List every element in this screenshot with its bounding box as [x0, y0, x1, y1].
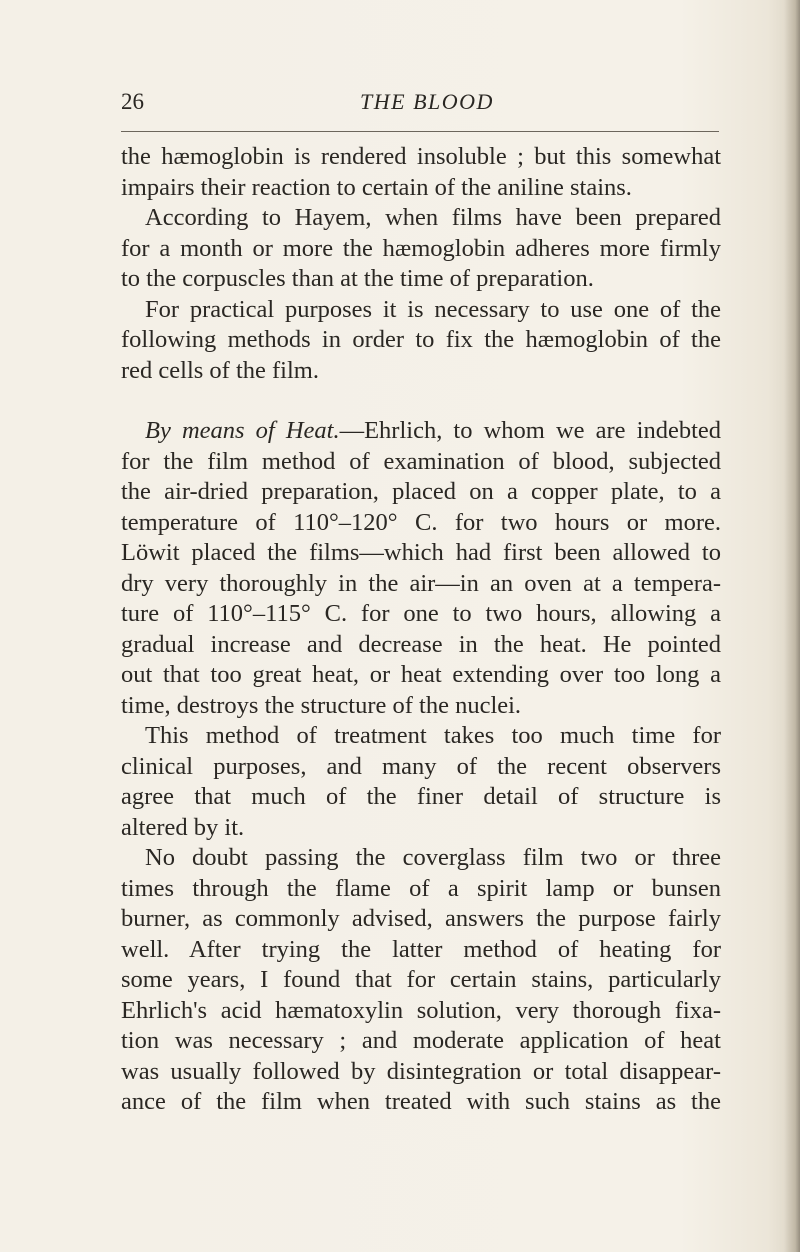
text-line: red cells of the film. [121, 356, 319, 384]
text-run: —Ehrlich, to whom we are indebted [339, 417, 721, 444]
text-line: well. After trying the latter method of heating for [121, 935, 721, 963]
text-line: No doubt passing the coverglass film two or three [145, 844, 721, 871]
text-line: tion was necessary ; and moderate application of heat [121, 1027, 721, 1054]
paragraph-gap [121, 386, 721, 416]
text-line: time, destroys the structure of the nuclei. [121, 691, 522, 719]
page-number: 26 [121, 89, 144, 114]
text-line: for a month or more the hæmoglobin adheres more firmly [121, 234, 721, 262]
text-line: following methods in order to fix the hæmoglobin of the [121, 326, 721, 353]
text-line: altered by it. [121, 813, 245, 841]
section-heading-line [121, 416, 721, 447]
section-heading: By means of Heat. [145, 417, 340, 444]
text-line: for the film method of examination of blood, subjected [121, 447, 721, 475]
page-edge-shadow [784, 0, 800, 1252]
text-line: For practical purposes it is necessary to use one of the [145, 295, 721, 323]
text-line: According to Hayem, when films have been prepared [145, 204, 721, 231]
text-line: impairs their reaction to certain of the aniline stains. [121, 173, 632, 201]
text-line: Ehrlich's acid hæmatoxylin solution, very thorough fixa- [121, 996, 721, 1024]
running-title: THE BLOOD [360, 89, 494, 114]
text-line: out that too great heat, or heat extending over too long a [121, 661, 721, 688]
text-line: ance of the film when treated with such stains as the [121, 1088, 721, 1115]
text-line: Löwit placed the films—which had first been allowed to [121, 539, 721, 566]
text-line: gradual increase and decrease in the heat. He pointed [121, 630, 721, 658]
text-line: temperature of 110°–120° C. for two hours or more. [121, 508, 721, 536]
text-line: was usually followed by disintegration or total disappear- [121, 1057, 721, 1085]
text-line: ture of 110°–115° C. for one to two hours, allowing a [121, 600, 721, 627]
text-line: burner, as commonly advised, answers the purpose fairly [121, 905, 721, 932]
text-line: some years, I found that for certain stains, particularly [121, 966, 721, 993]
text-line: the air-dried preparation, placed on a copper plate, to a [121, 478, 721, 505]
body-text [121, 142, 721, 1118]
text-line: This method of treatment takes too much time for [145, 722, 721, 749]
text-line: the hæmoglobin is rendered insoluble ; but this somewhat [121, 143, 721, 170]
text-line: times through the flame of a spirit lamp or bunsen [121, 874, 721, 902]
text-line: to the corpuscles than at the time of preparation. [121, 265, 594, 292]
text-line: clinical purposes, and many of the recent observers [121, 752, 721, 780]
text-line: dry very thoroughly in the air—in an oven at a tempera- [121, 569, 721, 597]
page-header [121, 88, 721, 128]
text-line: agree that much of the finer detail of structure is [121, 783, 721, 810]
header-rule [121, 131, 719, 132]
